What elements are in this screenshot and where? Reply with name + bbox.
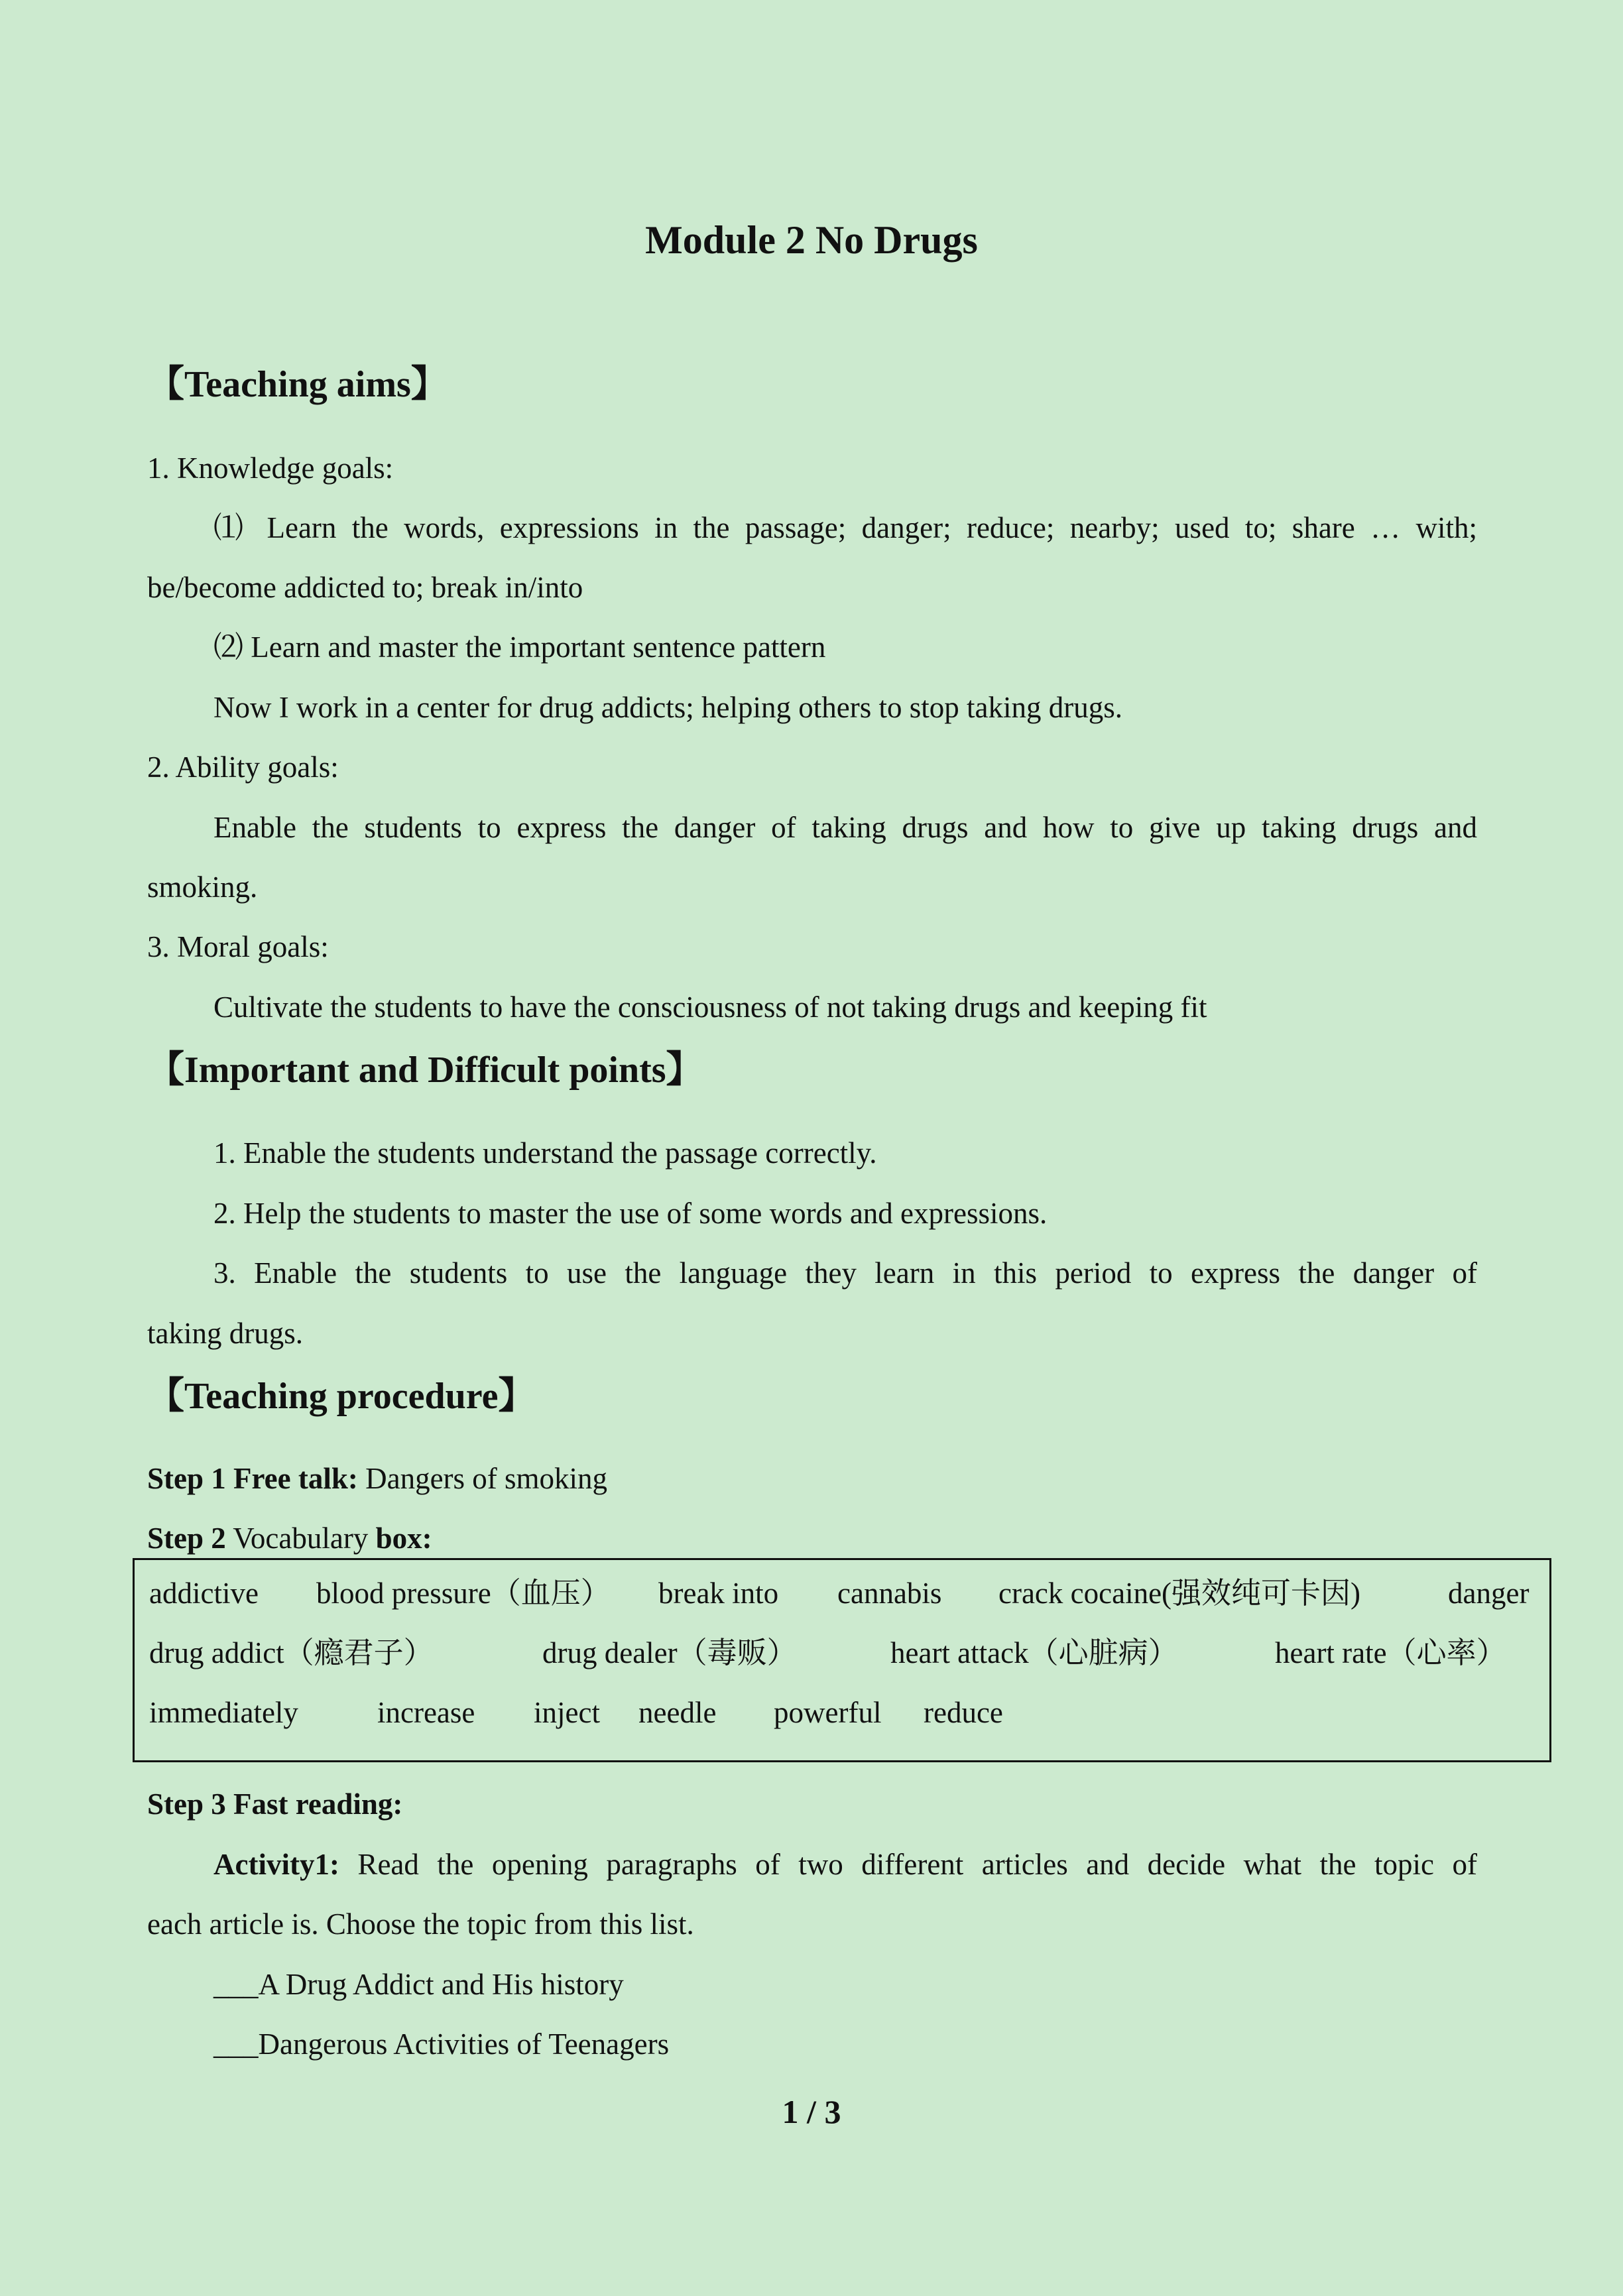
- vocab-word: reduce: [924, 1696, 1003, 1729]
- step-2-text: Vocabulary: [225, 1522, 376, 1555]
- vocab-word: blood pressure（血压）: [316, 1577, 611, 1610]
- activity-1-continued: each article is. Choose the topic from this list.: [147, 1907, 694, 1941]
- vocab-word: danger: [1448, 1577, 1530, 1610]
- vocab-word: crack cocaine(强效纯可卡因): [998, 1577, 1361, 1610]
- vocab-word: addictive: [149, 1577, 259, 1610]
- vocab-word: inject: [534, 1696, 600, 1729]
- vocab-word: increase: [377, 1696, 475, 1729]
- step-3-label: Step 3 Fast reading:: [147, 1787, 403, 1821]
- vocab-word: break into: [658, 1577, 779, 1610]
- knowledge-sentence: Now I work in a center for drug addicts; helping others to stop taking drugs.: [213, 691, 1122, 724]
- step-1: [147, 1459, 607, 1498]
- ability-goals-label: 2. Ability goals:: [147, 751, 339, 784]
- moral-goals-label: 3. Moral goals:: [147, 930, 329, 963]
- activity-1: [213, 1844, 1477, 1884]
- step-2-label: Step 2: [147, 1522, 226, 1555]
- activity-1-text: Read the opening paragraphs of two different articles and decide what the topic of: [339, 1848, 1477, 1881]
- teaching-aims-heading: 【Teaching aims】: [147, 364, 448, 405]
- teaching-procedure-heading: 【Teaching procedure】: [147, 1376, 536, 1417]
- step-3: [147, 1784, 402, 1824]
- topic-option-2: ___Dangerous Activities of Teenagers: [213, 2027, 670, 2061]
- vocab-word: powerful: [774, 1696, 882, 1729]
- vocab-word: needle: [638, 1696, 717, 1729]
- step-2-box: box:: [375, 1522, 432, 1555]
- point-2: 2. Help the students to master the use of some words and expressions.: [213, 1197, 1048, 1230]
- vocab-word: heart rate（心率）: [1275, 1636, 1506, 1669]
- document-title: Module 2 No Drugs: [645, 218, 978, 262]
- topic-option-1: ___A Drug Addict and His history: [213, 1968, 624, 2001]
- vocab-word: immediately: [149, 1696, 298, 1729]
- vocab-word: heart attack（心脏病）: [890, 1636, 1178, 1669]
- vocab-word: drug dealer（毒贩）: [542, 1636, 797, 1669]
- knowledge-item-1: ⑴ Learn the words, expressions in the passage; danger; reduce; nearby; used to; share … with;: [213, 511, 1477, 544]
- point-3-continued: taking drugs.: [147, 1317, 303, 1350]
- point-3: 3. Enable the students to use the language they learn in this period to express the danger of: [213, 1256, 1477, 1290]
- step-1-label: Step 1 Free talk:: [147, 1462, 358, 1495]
- activity-1-label: Activity1:: [213, 1848, 339, 1881]
- vocabulary-box: [133, 1558, 1551, 1762]
- step-2: [147, 1518, 432, 1558]
- important-points-heading: 【Important and Difficult points】: [147, 1050, 703, 1091]
- knowledge-goals-label: 1. Knowledge goals:: [147, 452, 394, 485]
- knowledge-item-2: ⑵ Learn and master the important sentence pattern: [213, 631, 826, 664]
- vocab-word: cannabis: [837, 1577, 942, 1610]
- ability-goals-text: Enable the students to express the danger of taking drugs and how to give up taking drugs and: [213, 811, 1477, 844]
- page-number: 1 / 3: [782, 2093, 841, 2130]
- knowledge-item-1-continued: be/become addicted to; break in/into: [147, 571, 583, 604]
- vocab-word: drug addict（瘾君子）: [149, 1636, 434, 1669]
- step-1-text: Dangers of smoking: [357, 1462, 608, 1495]
- moral-goals-text: Cultivate the students to have the consciousness of not taking drugs and keeping fit: [213, 991, 1207, 1024]
- ability-goals-text-continued: smoking.: [147, 871, 258, 904]
- point-1: 1. Enable the students understand the passage correctly.: [213, 1136, 877, 1170]
